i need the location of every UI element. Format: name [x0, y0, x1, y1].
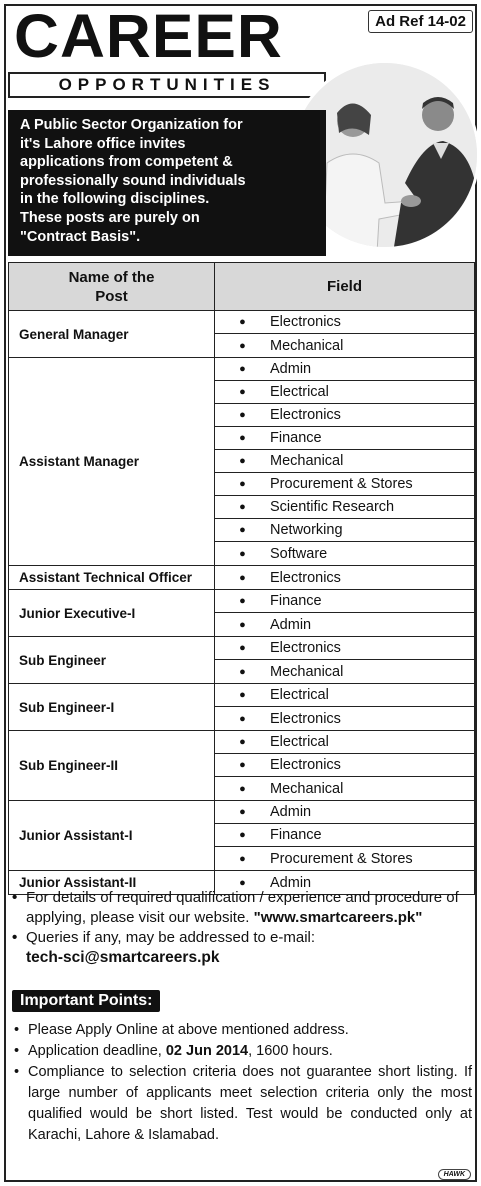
queries-text: Queries if any, may be addressed to e-mail: — [26, 929, 316, 946]
bullet: ● — [239, 689, 246, 701]
field-label: Admin — [270, 616, 312, 633]
bullet: ● — [239, 501, 246, 513]
field-item — [215, 847, 474, 870]
field-item — [215, 777, 474, 800]
bullet: ● — [239, 829, 246, 841]
note-queries — [12, 928, 472, 948]
point-compliance — [14, 1062, 472, 1146]
field-label: Electronics — [270, 757, 341, 773]
bullet: ● — [239, 595, 246, 607]
deadline-prefix: Application deadline, — [28, 1043, 166, 1059]
table-row — [9, 731, 474, 801]
bullet: ● — [239, 363, 246, 375]
column-header-post — [9, 263, 215, 310]
field-label: Finance — [270, 430, 322, 446]
field-label: Scientific Research — [270, 499, 395, 515]
post-name: Junior Assistant-II — [9, 871, 215, 894]
field-item — [215, 542, 474, 565]
bullet: ● — [239, 316, 246, 328]
bullet: ● — [239, 618, 246, 631]
bullet: • — [14, 1022, 20, 1038]
field-label: Mechanical — [270, 453, 344, 469]
field-item — [215, 613, 474, 636]
bullet: ● — [239, 432, 246, 444]
bullet: ● — [239, 524, 246, 536]
deadline-suffix: , 1600 hours. — [248, 1043, 333, 1059]
table-row — [9, 801, 474, 871]
post-name: Sub Engineer — [9, 637, 215, 683]
field-item — [215, 404, 474, 427]
field-item — [215, 358, 474, 381]
field-item — [215, 754, 474, 777]
field-label: Electrical — [270, 687, 329, 703]
post-name: Assistant Manager — [9, 358, 215, 565]
intro-line: A Public Sector Organization for — [20, 117, 243, 133]
bullet: • — [12, 889, 18, 906]
bullet: ● — [239, 642, 246, 654]
field-label: Mechanical — [270, 337, 344, 354]
field-list — [215, 590, 474, 636]
intro-line: professionally sound individuals — [20, 172, 246, 189]
important-points — [14, 1020, 472, 1146]
post-name: Junior Assistant-I — [9, 801, 215, 870]
table-row — [9, 311, 474, 358]
compliance-text: Compliance to selection criteria does not guarantee short listing. If large number of applicants meet selection criteria only the most qualified would be short listed. Test would be conducted only at Karachi, Lahore & Islamabad. — [28, 1064, 472, 1143]
notes — [12, 888, 472, 968]
field-list — [215, 801, 474, 870]
bullet: ● — [239, 852, 246, 865]
field-item — [215, 334, 474, 357]
bullet: ● — [239, 736, 246, 748]
bullet: ● — [239, 571, 246, 584]
ad-reference: Ad Ref 14-02 — [368, 10, 473, 33]
field-list — [215, 731, 474, 800]
table-row — [9, 590, 474, 637]
bullet: ● — [239, 782, 246, 795]
publisher-logo: HAWK — [438, 1169, 471, 1180]
bullet: ● — [239, 455, 246, 467]
field-item — [215, 427, 474, 450]
page-title: CAREER — [14, 2, 283, 70]
intro-line: These posts are purely on — [20, 209, 200, 226]
bullet: ● — [239, 386, 246, 398]
bullet: ● — [239, 665, 246, 678]
field-label: Procurement & Stores — [270, 476, 413, 492]
field-list — [215, 358, 474, 565]
field-label: Finance — [270, 593, 322, 609]
field-item — [215, 637, 474, 660]
contact-email[interactable]: tech-sci@smartcareers.pk — [26, 949, 220, 966]
field-item — [215, 684, 474, 707]
field-label: Electronics — [270, 407, 341, 423]
bullet: ● — [239, 478, 246, 490]
bullet: • — [12, 929, 18, 946]
field-item — [215, 590, 474, 613]
field-label: Admin — [270, 874, 312, 891]
field-label: Finance — [270, 827, 322, 843]
field-item — [215, 381, 474, 404]
column-header-post-label: Name of the Post — [68, 269, 155, 305]
field-item — [215, 660, 474, 683]
field-item — [215, 707, 474, 730]
field-list — [215, 311, 474, 357]
bullet: ● — [239, 759, 246, 771]
field-label: Electronics — [270, 314, 341, 330]
field-item — [215, 311, 474, 334]
bullet: • — [14, 1064, 20, 1080]
bullet: ● — [239, 806, 246, 818]
field-item — [215, 824, 474, 847]
bullet: ● — [239, 547, 246, 560]
intro-text — [8, 110, 326, 256]
field-label: Procurement & Stores — [270, 850, 413, 867]
table-header — [9, 263, 474, 311]
bullet: ● — [239, 409, 246, 421]
post-name: General Manager — [9, 311, 215, 357]
point-apply — [14, 1020, 472, 1041]
field-label: Electronics — [270, 710, 341, 727]
page-subtitle: OPPORTUNITIES — [8, 72, 326, 98]
table-row — [9, 684, 474, 731]
field-item — [215, 731, 474, 754]
field-list — [215, 684, 474, 730]
important-points-heading: Important Points: — [12, 990, 160, 1012]
field-item — [215, 566, 474, 589]
details-text: For details of required qualification / experience and procedure of applying, please visit our website. — [26, 889, 459, 926]
intro-line: applications from competent & — [20, 154, 233, 171]
field-label: Electrical — [270, 384, 329, 400]
field-item — [215, 496, 474, 519]
post-name: Assistant Technical Officer — [9, 566, 215, 589]
field-item — [215, 450, 474, 473]
field-label: Mechanical — [270, 780, 344, 797]
bullet: ● — [239, 712, 246, 725]
field-label: Mechanical — [270, 663, 344, 680]
note-details — [12, 888, 472, 928]
intro-line: in the following disciplines. — [20, 191, 210, 208]
bullet: ● — [239, 339, 246, 352]
field-item — [215, 473, 474, 496]
field-label: Electronics — [270, 640, 341, 656]
field-label: Admin — [270, 361, 312, 377]
field-label: Electronics — [270, 569, 341, 586]
bullet: ● — [239, 876, 246, 889]
field-item — [215, 519, 474, 542]
deadline-date: 02 Jun 2014 — [165, 1043, 249, 1059]
apply-text: Please Apply Online at above mentioned address. — [28, 1022, 349, 1038]
field-item — [215, 801, 474, 824]
column-header-field: Field — [326, 278, 362, 295]
post-name: Sub Engineer-II — [9, 731, 215, 800]
table-row — [9, 637, 474, 684]
field-list — [215, 637, 474, 683]
field-label: Electrical — [270, 734, 329, 750]
post-name: Sub Engineer-I — [9, 684, 215, 730]
intro-line: "Contract Basis". — [20, 228, 141, 245]
table-row — [9, 358, 474, 566]
posts-table — [8, 262, 475, 895]
table-row — [9, 566, 474, 590]
field-label: Networking — [270, 522, 343, 538]
point-deadline — [14, 1041, 472, 1062]
bullet: • — [14, 1043, 20, 1059]
website-link[interactable]: "www.smartcareers.pk" — [253, 909, 423, 926]
field-list — [215, 566, 474, 589]
field-label: Admin — [270, 804, 312, 820]
table-body — [9, 311, 474, 894]
post-name: Junior Executive-I — [9, 590, 215, 636]
field-label: Software — [270, 545, 328, 562]
intro-line: it's Lahore office invites — [20, 135, 186, 152]
